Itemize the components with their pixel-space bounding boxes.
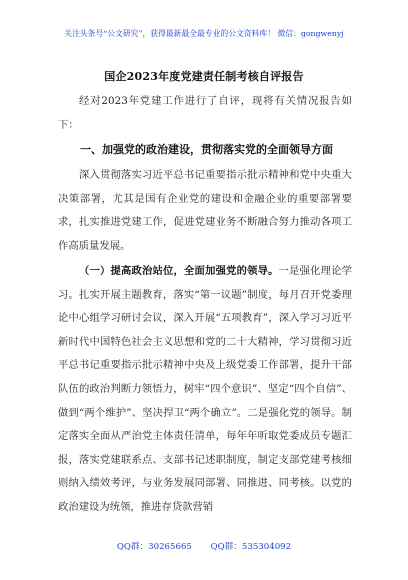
promo-banner [0,0,408,54]
section-1-paragraph: 深入贯彻落实习近平总书记重要指示批示精神和党中央重大决策部署，尤其是国有企业党的建设和金融企业的重要部署要求，扎实推进党建工作，促进党建业务不断融合努力推动各项工作高质量发展。 [58,169,352,252]
banner-text: 关注头条号“公文研究”，获得最新最全最专业的公文资料库！ 微信：gongwenyj [64,29,344,38]
footer-contacts [0,540,408,552]
subsection-1-paragraph [58,260,352,520]
footer-qq-group-1: QQ群：30265665 [116,542,192,552]
intro-paragraph: 经对2023年党建工作进行了自评，现将有关情况报告如下： [58,95,352,131]
section-1-heading: 一、加强党的政治建设，贯彻落实党的全面领导方面 [80,143,333,156]
footer-qq-group-2: QQ群：535304092 [210,542,292,552]
subsection-1-heading: （一）提高政治站位，全面加强党的领导。 [79,265,279,277]
subsection-1-text: 一是强化理论学习。扎实开展主题教育，落实“第一议题”制度，每月召开党委理论中心组学习研讨会议，深入开展“五项教育”，深入学习习近平新时代中国特色社会主义思想和党的二十大精神，学习贯彻习近平总书记重要指示批示精神中央及上级党委工作部署，提升干部队伍的政治判断力领悟力，树牢“四个意识”、坚定“四个自信”、做到“两个维护”、坚决捍卫“两个确立”。二是强化党的领导。制定落实全面从严治党主体责任清单，每年年听取党委成员专题汇报，落实党建联系点、支部书记述职制度，制定支部党建考核细则纳入绩效考评，与业务发展同部署、同推进、同考核。以党的政治建设为统领，推进存贷款营销 [58,265,352,513]
document-title: 国企2023年度党建责任制考核自评报告 [104,70,304,83]
